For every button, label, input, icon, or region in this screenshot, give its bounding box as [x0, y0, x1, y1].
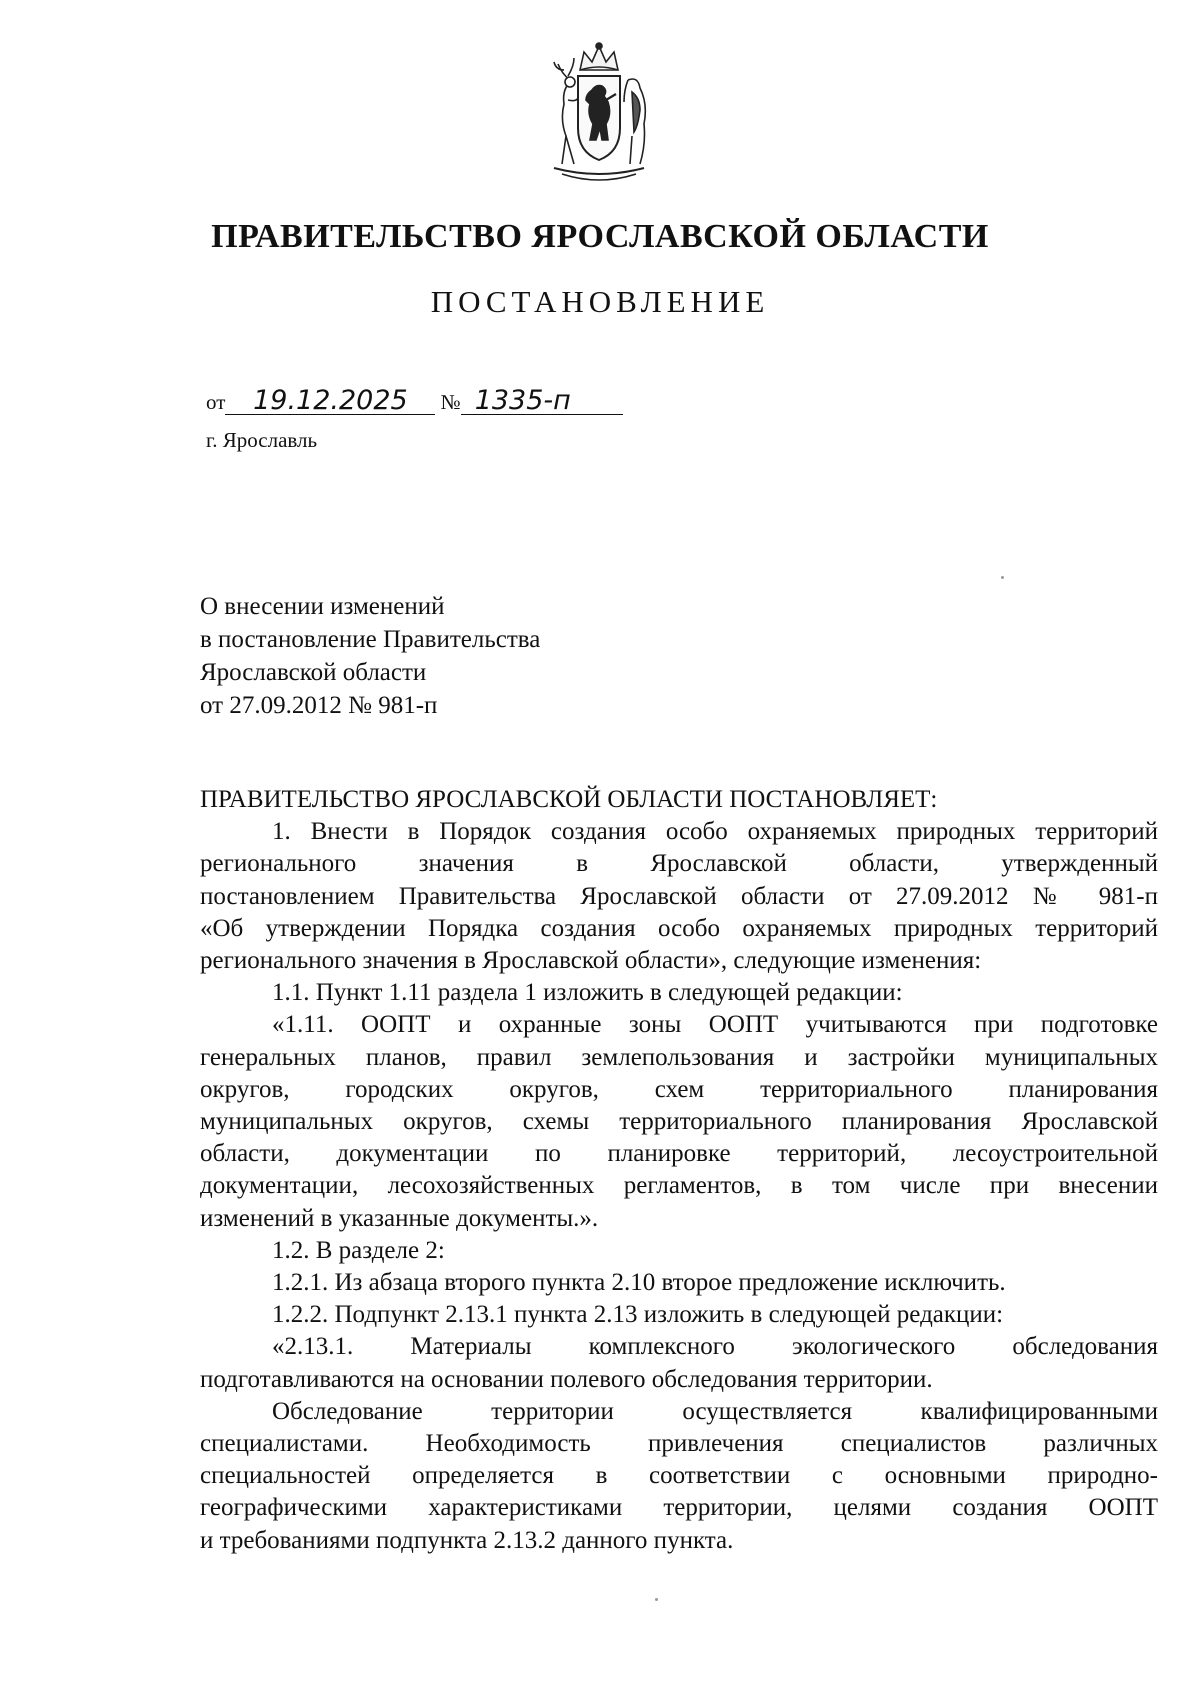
coat-of-arms-emblem [540, 40, 658, 190]
body-line: регионального значения в Ярославской области, утвержденный [200, 850, 1158, 878]
body-line: подготавливаются на основании полевого обследования территории. [200, 1365, 933, 1393]
body-line: области, документации по планировке территорий, лесоустроительной [200, 1140, 1158, 1168]
body-line: 1.2.1. Из абзаца второго пункта 2.10 второе предложение исключить. [272, 1269, 1006, 1297]
date-prefix: от [206, 390, 226, 414]
document-type: ПОСТАНОВЛЕНИЕ [430, 284, 770, 319]
body-line: постановлением Правительства Ярославской области от 27.09.2012 № 981-п [200, 882, 1158, 910]
body-line: муниципальных округов, схемы территориального планирования Ярославской [200, 1108, 1158, 1136]
organization-title: ПРАВИТЕЛЬСТВО ЯРОСЛАВСКОЙ ОБЛАСТИ [211, 218, 989, 255]
body-line: 1.2. В разделе 2: [272, 1236, 445, 1264]
date-number-line [206, 385, 623, 416]
scan-speck [655, 1598, 658, 1601]
body-line: изменений в указанные документы.». [200, 1204, 599, 1232]
scan-speck [1001, 576, 1004, 579]
document-date: 19.12.2025 [225, 388, 435, 415]
body-line: Обследование территории осуществляется квалифицированными [272, 1397, 1158, 1425]
body-line: специальностей определяется в соответствии с основными природно- [200, 1462, 1158, 1490]
body-line: регионального значения в Ярославской области», следующие изменения: [200, 947, 982, 975]
subject-line: Ярославской области [200, 659, 427, 686]
document-number: 1335-п [461, 388, 623, 415]
body-line: 1. Внести в Порядок создания особо охраняемых природных территорий [272, 818, 1158, 846]
body-line: «2.13.1. Материалы комплексного экологического обследования [272, 1333, 1158, 1361]
document-city: г. Ярославль [206, 428, 318, 452]
subject-line: О внесении изменений [200, 593, 445, 620]
body-line: 1.1. Пункт 1.11 раздела 1 изложить в следующей редакции: [272, 979, 903, 1007]
body-line: «1.11. ООПТ и охранные зоны ООПТ учитываются при подготовке [272, 1011, 1158, 1039]
body-line: документации, лесохозяйственных регламентов, в том числе при внесении [200, 1172, 1158, 1200]
body-line: «Об утверждении Порядка создания особо охраняемых природных территорий [200, 914, 1158, 942]
body-line: округов, городских округов, схем территориального планирования [200, 1075, 1158, 1103]
body-line: 1.2.2. Подпункт 2.13.1 пункта 2.13 изложить в следующей редакции: [272, 1301, 1004, 1329]
body-line: географическими характеристиками территории, целями создания ООПТ [200, 1494, 1158, 1522]
preamble: ПРАВИТЕЛЬСТВО ЯРОСЛАВСКОЙ ОБЛАСТИ ПОСТАНОВЛЯЕТ: [200, 786, 938, 813]
body-line: специалистами. Необходимость привлечения специалистов различных [200, 1430, 1158, 1458]
document-body [200, 784, 1158, 1557]
number-sign: № [440, 390, 461, 414]
body-line: и требованиями подпункта 2.13.2 данного пункта. [200, 1526, 734, 1554]
subject-line: в постановление Правительства [200, 626, 541, 653]
body-line: генеральных планов, правил землепользования и застройки муниципальных [200, 1043, 1158, 1071]
document-subject [200, 590, 540, 722]
subject-line: от 27.09.2012 № 981-п [200, 692, 438, 719]
